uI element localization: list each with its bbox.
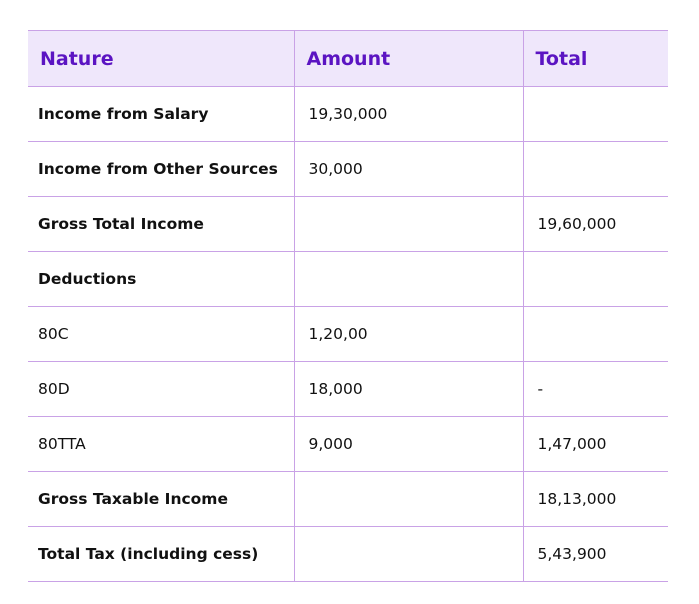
row-nature: Deductions [28, 252, 294, 307]
row-amount [294, 472, 523, 527]
table-row [28, 417, 668, 472]
row-total: 5,43,900 [523, 527, 668, 582]
row-amount: 30,000 [294, 142, 523, 197]
header-amount: Amount [294, 31, 523, 87]
row-nature: Gross Taxable Income [28, 472, 294, 527]
table-row [28, 252, 668, 307]
table-row [28, 87, 668, 142]
row-total [523, 142, 668, 197]
row-amount: 9,000 [294, 417, 523, 472]
header-total: Total [523, 31, 668, 87]
table-row [28, 472, 668, 527]
row-amount: 1,20,00 [294, 307, 523, 362]
row-nature: Income from Salary [28, 87, 294, 142]
row-nature: Total Tax (including cess) [28, 527, 294, 582]
row-nature: Gross Total Income [28, 197, 294, 252]
row-nature: Income from Other Sources [28, 142, 294, 197]
table-header-row [28, 31, 668, 87]
header-nature: Nature [28, 31, 294, 87]
row-amount: 18,000 [294, 362, 523, 417]
row-amount: 19,30,000 [294, 87, 523, 142]
table-row [28, 197, 668, 252]
row-nature: 80C [28, 307, 294, 362]
row-nature: 80TTA [28, 417, 294, 472]
row-total: 18,13,000 [523, 472, 668, 527]
row-total: 19,60,000 [523, 197, 668, 252]
row-amount [294, 527, 523, 582]
table-row [28, 362, 668, 417]
table-row [28, 527, 668, 582]
row-nature: 80D [28, 362, 294, 417]
row-total: - [523, 362, 668, 417]
tax-computation-table [28, 30, 668, 582]
row-total [523, 87, 668, 142]
row-amount [294, 252, 523, 307]
row-total [523, 252, 668, 307]
table-row [28, 307, 668, 362]
row-total: 1,47,000 [523, 417, 668, 472]
table-row [28, 142, 668, 197]
row-amount [294, 197, 523, 252]
row-total [523, 307, 668, 362]
